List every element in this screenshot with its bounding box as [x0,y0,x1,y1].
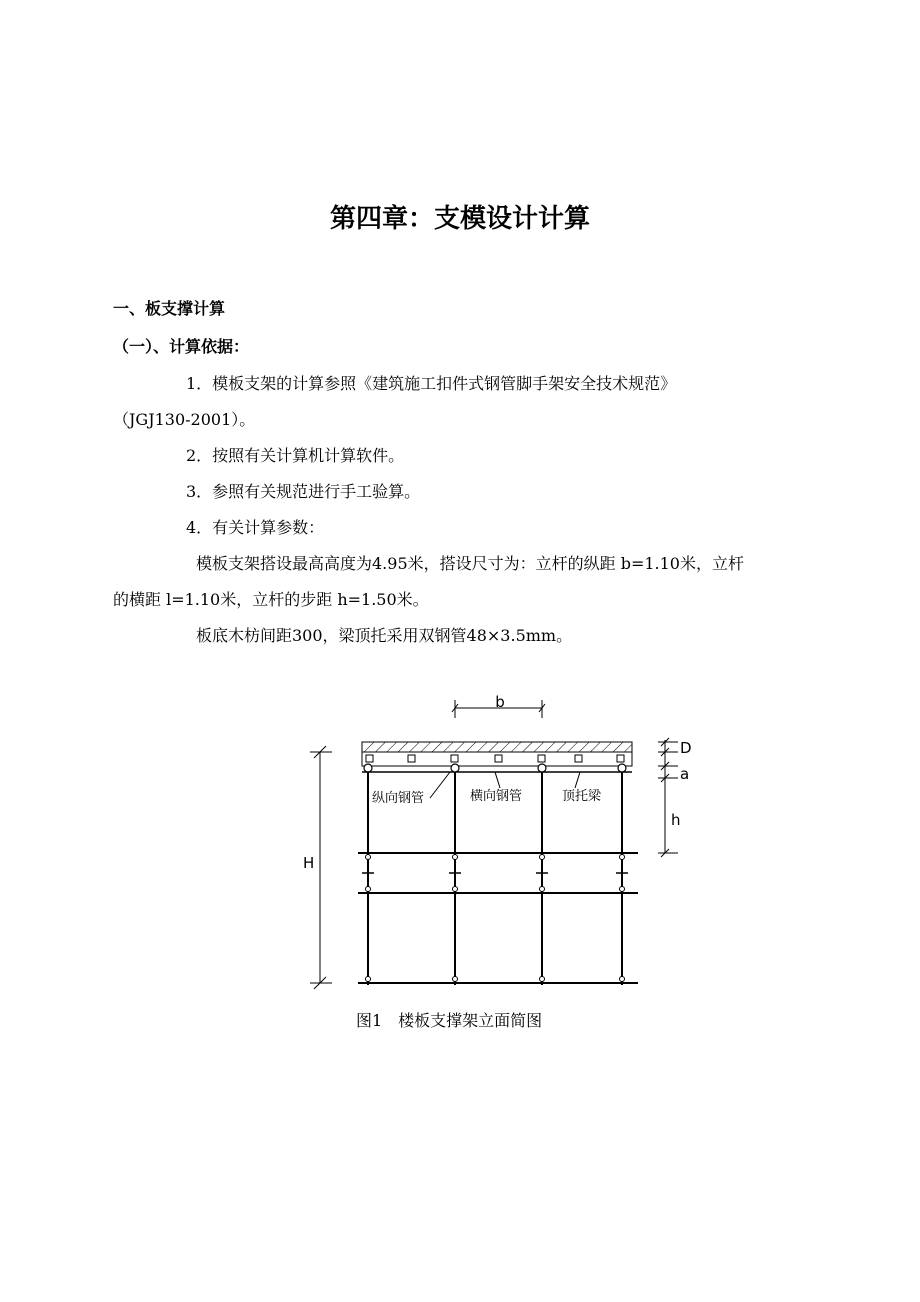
label-top-support: 顶托梁 [562,789,602,804]
params-line-3: 板底木枋间距300，梁顶托采用双钢管48×3.5mm。 [196,626,573,645]
horizontal-pipes [358,853,638,983]
label-longitudinal: 纵向钢管 [372,791,425,806]
scaffold-diagram [290,690,710,1000]
section-heading: 一、板支撑计算 [113,299,226,318]
joist-layer [362,752,632,766]
slab [362,742,632,752]
label-D: D [680,739,692,757]
params-line-2: 的横距 l=1.10米，立杆的步距 h=1.50米。 [113,590,429,609]
label-b: b [495,693,505,711]
dimension-D-a-h [658,738,678,857]
label-transverse: 横向钢管 [470,789,523,804]
label-h: h [671,811,681,829]
label-H: H [303,854,315,872]
pipe-clamps [366,855,625,982]
subsection-heading: （一）、计算依据： [113,337,250,356]
top-clamps [364,764,626,772]
basis-item-3: 3．参照有关规范进行手工验算。 [186,482,421,501]
page-title: 第四章：支模设计计算 [329,204,590,234]
timber-joists [366,755,624,762]
basis-item-2: 2．按照有关计算机计算软件。 [186,446,405,465]
params-line-1: 模板支架搭设最高高度为4.95米，搭设尺寸为：立杆的纵距 b=1.10米，立杆 [196,554,744,573]
basis-item-4: 4．有关计算参数： [186,518,325,537]
basis-item-1: 1．模板支架的计算参照《建筑施工扣件式钢管脚手架安全技术规范》 [186,374,677,393]
label-a: a [680,765,690,783]
figure-caption: 图1 楼板支撑架立面简图 [356,1011,543,1030]
basis-item-1-cont: （JGJ130-2001）。 [113,410,256,429]
